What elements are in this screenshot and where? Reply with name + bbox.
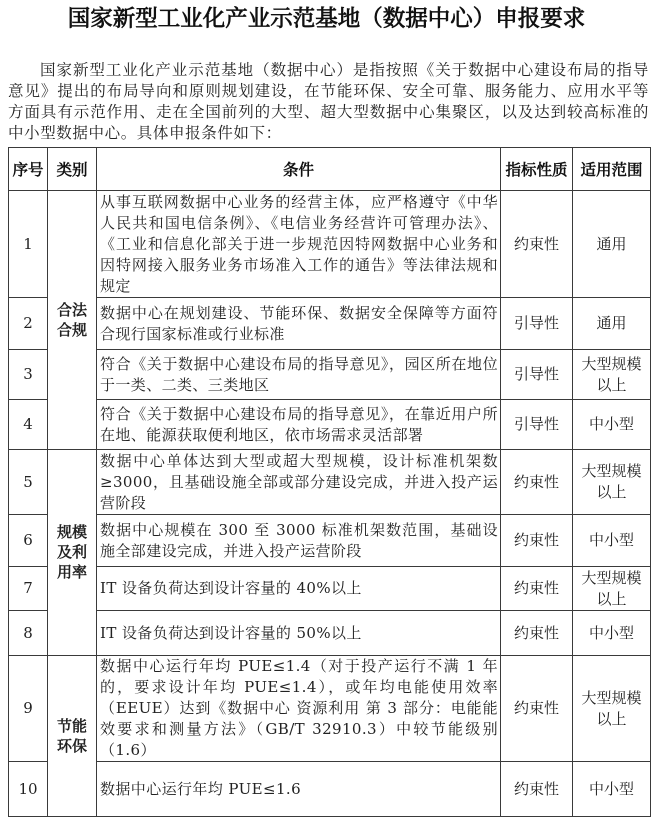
- table-row: [9, 400, 651, 450]
- row-num: 2: [9, 298, 48, 350]
- row-nature: 约束性: [501, 656, 573, 762]
- document-title: 国家新型工业化产业示范基地（数据中心）申报要求: [67, 6, 586, 32]
- header-nature: 指标性质: [501, 148, 573, 191]
- row-num: 6: [9, 515, 48, 567]
- row-scope: [573, 400, 651, 450]
- row-num: 1: [9, 191, 48, 298]
- row-condition: 符合《关于数据中心建设布局的指导意见》，在靠近用户所在地、能源获取便利地区，依市场需求灵活部署: [97, 400, 501, 450]
- row-scope-text: 中小型: [588, 779, 634, 798]
- row-scope: [573, 298, 651, 350]
- table-row: [9, 567, 651, 611]
- row-scope-text: 大型规模以上: [581, 354, 642, 394]
- category-cell: [48, 450, 97, 656]
- table-row: [9, 611, 651, 656]
- row-scope-text: 通用: [596, 314, 627, 332]
- row-num: 3: [9, 350, 48, 400]
- row-nature: 约束性: [501, 762, 573, 817]
- row-scope-text: 大型规模以上: [581, 688, 642, 728]
- table-row: [9, 515, 651, 567]
- table-row: [9, 762, 651, 817]
- table-row: [9, 350, 651, 400]
- row-scope-text: 通用: [596, 234, 627, 253]
- table-header-row: [9, 148, 651, 191]
- row-scope: [573, 611, 651, 656]
- table-row: [9, 298, 651, 350]
- row-nature: 约束性: [501, 515, 573, 567]
- row-scope: [573, 350, 651, 400]
- row-scope-text: 中小型: [588, 415, 634, 433]
- row-nature: 约束性: [501, 450, 573, 515]
- row-condition: IT 设备负荷达到设计容量的 40%以上: [97, 567, 501, 611]
- row-nature: 引导性: [501, 298, 573, 350]
- category-cell: [48, 191, 97, 450]
- row-num: 4: [9, 400, 48, 450]
- row-scope-text: 大型规模以上: [581, 568, 642, 608]
- row-scope: [573, 515, 651, 567]
- requirements-table: [8, 147, 651, 817]
- row-num: 5: [9, 450, 48, 515]
- table-row: [9, 450, 651, 515]
- row-scope-text: 大型规模以上: [581, 462, 642, 501]
- category-label: 节能环保: [56, 716, 87, 755]
- header-num: 序号: [9, 148, 48, 191]
- row-condition: 数据中心运行年均 PUE≤1.4（对于投产运行不满 1 年的，要求设计年均 PUE≤1.4），或年均电能使用效率（EEUE）达到《数据中心 资源利用 第 3 部分：电能能效要求和测量方法》（GB/T 32910.3）中较节能级别（1.6）: [97, 656, 501, 762]
- row-num: 10: [9, 762, 48, 817]
- row-scope: [573, 450, 651, 515]
- row-num: 9: [9, 656, 48, 762]
- row-condition: 数据中心运行年均 PUE≤1.6: [97, 762, 501, 817]
- table-row: [9, 191, 651, 298]
- category-label: 合法合规: [56, 300, 87, 339]
- row-condition: 符合《关于数据中心建设布局的指导意见》，园区所在地位于一类、二类、三类地区: [97, 350, 501, 400]
- row-scope: [573, 762, 651, 817]
- header-category: 类别: [48, 148, 97, 191]
- header-scope: 适用范围: [573, 148, 651, 191]
- table-row: [9, 656, 651, 762]
- row-condition: 数据中心单体达到大型或超大型规模，设计标准机架数≥3000，且基础设施全部或部分建设完成，并进入投产运营阶段: [97, 450, 501, 515]
- intro-paragraph: 国家新型工业化产业示范基地（数据中心）是指按照《关于数据中心建设布局的指导意见》提出的布局导向和原则规划建设，在节能环保、安全可靠、服务能力、应用水平等方面具有示范作用、走在全国前列的大型、超大型数据中心集聚区，以及达到较高标准的中小型数据中心。具体申报条件如下：: [8, 61, 649, 142]
- row-nature: 约束性: [501, 611, 573, 656]
- row-nature: 引导性: [501, 350, 573, 400]
- category-label: 规模及利用率: [56, 523, 87, 581]
- category-cell: [48, 656, 97, 817]
- row-condition: 数据中心在规划建设、节能环保、数据安全保障等方面符合现行国家标准或行业标准: [97, 298, 501, 350]
- row-condition: IT 设备负荷达到设计容量的 50%以上: [97, 611, 501, 656]
- row-nature: 约束性: [501, 567, 573, 611]
- row-scope: [573, 191, 651, 298]
- row-nature: 引导性: [501, 400, 573, 450]
- row-scope-text: 中小型: [588, 623, 634, 642]
- row-nature: 约束性: [501, 191, 573, 298]
- row-condition: 数据中心规模在 300 至 3000 标准机架数范围，基础设施全部建设完成，并进入投产运营阶段: [97, 515, 501, 567]
- row-condition: 从事互联网数据中心业务的经营主体，应严格遵守《中华人民共和国电信条例》、《电信业务经营许可管理办法》、《工业和信息化部关于进一步规范因特网数据中心业务和因特网接入服务业务市场准入工作的通告》等法律法规和规定: [97, 191, 501, 298]
- row-scope-text: 中小型: [588, 531, 634, 549]
- row-num: 8: [9, 611, 48, 656]
- row-scope: [573, 567, 651, 611]
- row-scope: [573, 656, 651, 762]
- header-condition: 条件: [97, 148, 501, 191]
- row-num: 7: [9, 567, 48, 611]
